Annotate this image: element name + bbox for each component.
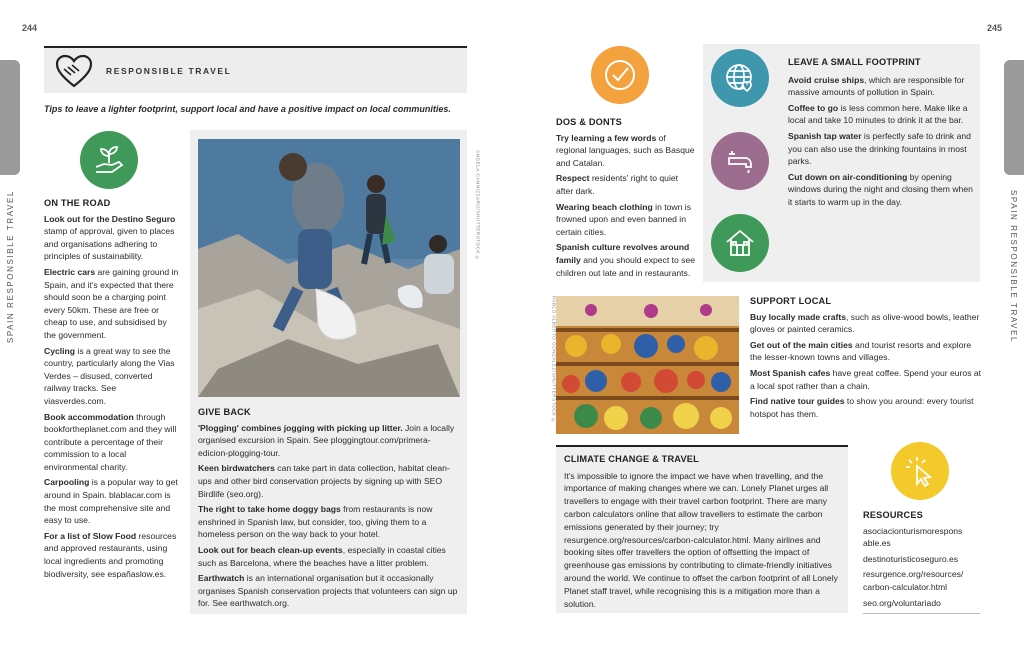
on-the-road-item-text: are gaining ground in Spain, and it's expected that there should soon be a charging point every 50km. These are free or cheap to use, and subsidised by the government.: [44, 266, 179, 340]
on-the-road-item-text: is a great way to see the country, particularly along the Vias Verdes – disused, converted railway tracks. See viasverdes.com.: [44, 345, 175, 406]
on-the-road-item-text: is a popular way to get around in Spain. blablacar.com is the most comprehensive site and easy to use.: [44, 477, 178, 526]
dos-donts-item-text: and you should expect to see children out late and in restaurants.: [556, 254, 696, 278]
resources-section: [863, 509, 980, 614]
on-the-road-item: [44, 411, 180, 474]
dos-donts-item: [556, 132, 696, 170]
resource-link[interactable]: destinoturisticoseguro.es: [863, 553, 959, 564]
dos-donts-item-lead: Spanish culture revolves around family: [556, 242, 690, 265]
dos-donts-item-lead: Respect: [556, 173, 590, 184]
plogging-photo: [198, 139, 460, 397]
on-the-road-heading: ON THE ROAD: [44, 198, 111, 208]
pointer-click-icon: [891, 442, 949, 500]
climate-panel: [556, 445, 848, 613]
support-local-item-text: , such as olive-wood bowls, leather gloves or painted ceramics.: [750, 311, 980, 335]
on-the-road-item-lead: Cycling: [44, 345, 76, 356]
support-local-item: [750, 339, 982, 364]
give-back-heading: GIVE BACK: [198, 407, 251, 417]
support-local-item-lead: Find native tour guides: [750, 396, 845, 407]
small-footprint-section: [788, 56, 974, 212]
water-tap-icon: [711, 132, 769, 190]
give-back-item: [198, 572, 460, 610]
give-back-item-lead: The right to take home doggy bags: [198, 504, 341, 515]
give-back-panel: [190, 130, 467, 614]
on-the-road-item: [44, 266, 180, 342]
dos-donts-item-text: residents' right to quiet after dark.: [556, 173, 679, 196]
on-the-road-item-lead: Book accommodation: [44, 411, 134, 422]
give-back-item-lead: Keen birdwatchers: [198, 463, 275, 474]
small-footprint-item-text: by opening windows during the night and closing them when it starts to warm up in the day.: [788, 171, 973, 207]
support-local-item: [750, 395, 982, 420]
right-edge-tab: [1004, 60, 1024, 175]
small-footprint-heading: LEAVE A SMALL FOOTPRINT: [788, 57, 921, 67]
on-the-road-item-text: resources and approved restaurants, using local ingredients and promoting biodiversity, see españaslow.es.: [44, 530, 177, 579]
small-footprint-item-text: is perfectly safe to drink and you can also use the drinking fountains in most parks.: [788, 130, 971, 167]
small-footprint-item: [788, 171, 974, 209]
on-the-road-item: [44, 530, 180, 580]
give-back-item: [198, 503, 460, 541]
side-label-right: SPAIN RESPONSIBLE TRAVEL: [1009, 190, 1018, 344]
section-title: RESPONSIBLE TRAVEL: [106, 66, 232, 76]
on-the-road-item-text: through bookfortheplanet.com and they will contribute a percentage of their commission to a local environmental charity.: [44, 411, 177, 472]
house-icon: [711, 214, 769, 272]
give-back-item-lead: Earthwatch: [198, 573, 245, 584]
dos-donts-item: [556, 201, 696, 239]
dos-donts-item-lead: Try learning a few words: [556, 132, 657, 143]
on-the-road-item-lead: Look out for the Destino Seguro: [44, 213, 176, 224]
small-footprint-item: [788, 102, 974, 127]
on-the-road-item-lead: Carpooling: [44, 477, 90, 488]
give-back-item: [198, 544, 460, 569]
on-the-road-item-text: stamp of approval, given to places and organisations adhering to principles of sustainability.: [44, 226, 175, 262]
on-the-road-item: [44, 213, 180, 263]
give-back-section: [198, 406, 460, 613]
give-back-item-text: from restaurants is now enshrined in Spanish law, but consider, too, giving them to a homeless person on the way back to your hotel.: [198, 504, 433, 540]
resources-divider: [863, 613, 980, 614]
support-local-item: [750, 311, 982, 336]
support-local-section: [750, 295, 982, 423]
support-local-item-text: and tourist resorts and explore the lesser-known towns and villages.: [750, 339, 972, 363]
support-local-item: [750, 367, 982, 392]
globe-heart-icon: [711, 49, 769, 107]
ceramics-shop-photo: [556, 296, 739, 434]
small-footprint-item-text: , which are responsible for massive amounts of pollution in Spain.: [788, 74, 965, 98]
small-footprint-item: [788, 74, 974, 99]
dos-donts-item: [556, 172, 696, 197]
side-label-left: SPAIN RESPONSIBLE TRAVEL: [6, 190, 15, 344]
on-the-road-item: [44, 476, 180, 526]
small-footprint-item: [788, 130, 974, 168]
small-footprint-item-text: is less common here. Make like a local and take 10 minutes to drink it at the bar.: [788, 102, 968, 126]
support-local-item-lead: Get out of the main cities: [750, 339, 853, 350]
give-back-item-text: , especially in coastal cities such as Barcelona, where the beaches have a litter problem.: [198, 544, 446, 568]
give-back-item-text: can take part in data collection, habitat clean-ups and other bird conservation projects by signing up with SEO Birdlife (seo.org).: [198, 463, 450, 499]
resource-link[interactable]: resurgence.org/resources/ carbon-calculator.html: [863, 569, 964, 592]
on-the-road-item-lead: Electric cars: [44, 266, 96, 277]
small-footprint-item-lead: Coffee to go: [788, 102, 839, 113]
resource-link[interactable]: seo.org/voluntariado: [863, 597, 941, 608]
on-the-road-section: [44, 197, 180, 583]
give-back-item-lead: Look out for beach clean-up events: [198, 544, 343, 555]
small-footprint-panel: [703, 44, 980, 282]
intro-text: Tips to leave a lighter footprint, support local and have a positive impact on local communities.: [44, 104, 451, 114]
climate-heading: CLIMATE CHANGE & TRAVEL: [564, 454, 699, 464]
give-back-item-lead: 'Plogging' combines jogging with picking up litter.: [198, 422, 403, 433]
support-local-item-text: have great coffee. Spend your euros at a local spot rather than a chain.: [750, 367, 982, 391]
on-the-road-item-lead: For a list of Slow Food: [44, 530, 137, 541]
section-header: [44, 46, 467, 93]
resource-link[interactable]: asociacionturismorespons able.es: [863, 525, 963, 549]
small-footprint-item-lead: Avoid cruise ships: [788, 74, 865, 85]
support-local-item-text: to show you around: every tourist hotspot has them.: [750, 396, 974, 419]
photo-credit-left: ANGELA CANNIZZARO/SHUTTERSTOCK ©: [474, 150, 480, 262]
handshake-icon: [54, 53, 94, 89]
climate-section: [564, 453, 842, 610]
small-footprint-item-lead: Cut down on air-conditioning: [788, 171, 908, 182]
photo-credit-right: PABLO ALBERTO GONZALEZ/SHUTTERSTOCK ©: [550, 296, 556, 424]
resources-heading: RESOURCES: [863, 510, 923, 520]
give-back-item: [198, 462, 460, 500]
dos-donts-item-text: of regional languages, such as Basque and Catalan.: [556, 132, 695, 168]
page-number-right: 245: [986, 23, 1002, 33]
dos-donts-item-text: in town is frowned upon and even banned in certain cities.: [556, 201, 691, 237]
left-edge-tab: [0, 60, 20, 175]
dos-donts-heading: DOS & DONTS: [556, 117, 623, 127]
plant-hand-icon: [80, 131, 138, 189]
give-back-item: [198, 422, 460, 460]
climate-body: It's impossible to ignore the impact we have when travelling, and the importance of making changes where we can. Lonely Planet urges all travellers to engage with their travel carbon footprint. There are many carbon calculators online that allow travellers to estimate the carbon emissions generated by their journey; try resurgence.org/resources/carbon-calculator.html. Many airlines and booking sites offer travellers the option of offsetting the impact of greenhouse gas emissions by contributing to climate-friendly initiatives around the world. We continue to offset the carbon footprint of all Lonely Planet staff travel, while recognising this is a mitigation more than a solution.: [564, 470, 838, 609]
give-back-item-text: Join a locally organised excursion in Spain. See ploggingtour.com/primera-edicion-plogging-tour.: [198, 422, 455, 458]
support-local-heading: SUPPORT LOCAL: [750, 296, 832, 306]
small-footprint-item-lead: Spanish tap water: [788, 130, 862, 141]
dos-donts-section: [556, 116, 696, 282]
dos-donts-item: [556, 241, 696, 279]
dos-donts-item-lead: Wearing beach clothing: [556, 201, 653, 212]
checkmark-icon: [591, 46, 649, 104]
on-the-road-item: [44, 345, 180, 408]
support-local-item-lead: Most Spanish cafes: [750, 367, 831, 378]
give-back-item-text: is an international organisation but it occasionally organises Spanish conservation projects that volunteers can sign up for. See earthwatch.org.: [198, 573, 458, 609]
page-number-left: 244: [22, 23, 38, 33]
support-local-item-lead: Buy locally made crafts: [750, 311, 847, 322]
